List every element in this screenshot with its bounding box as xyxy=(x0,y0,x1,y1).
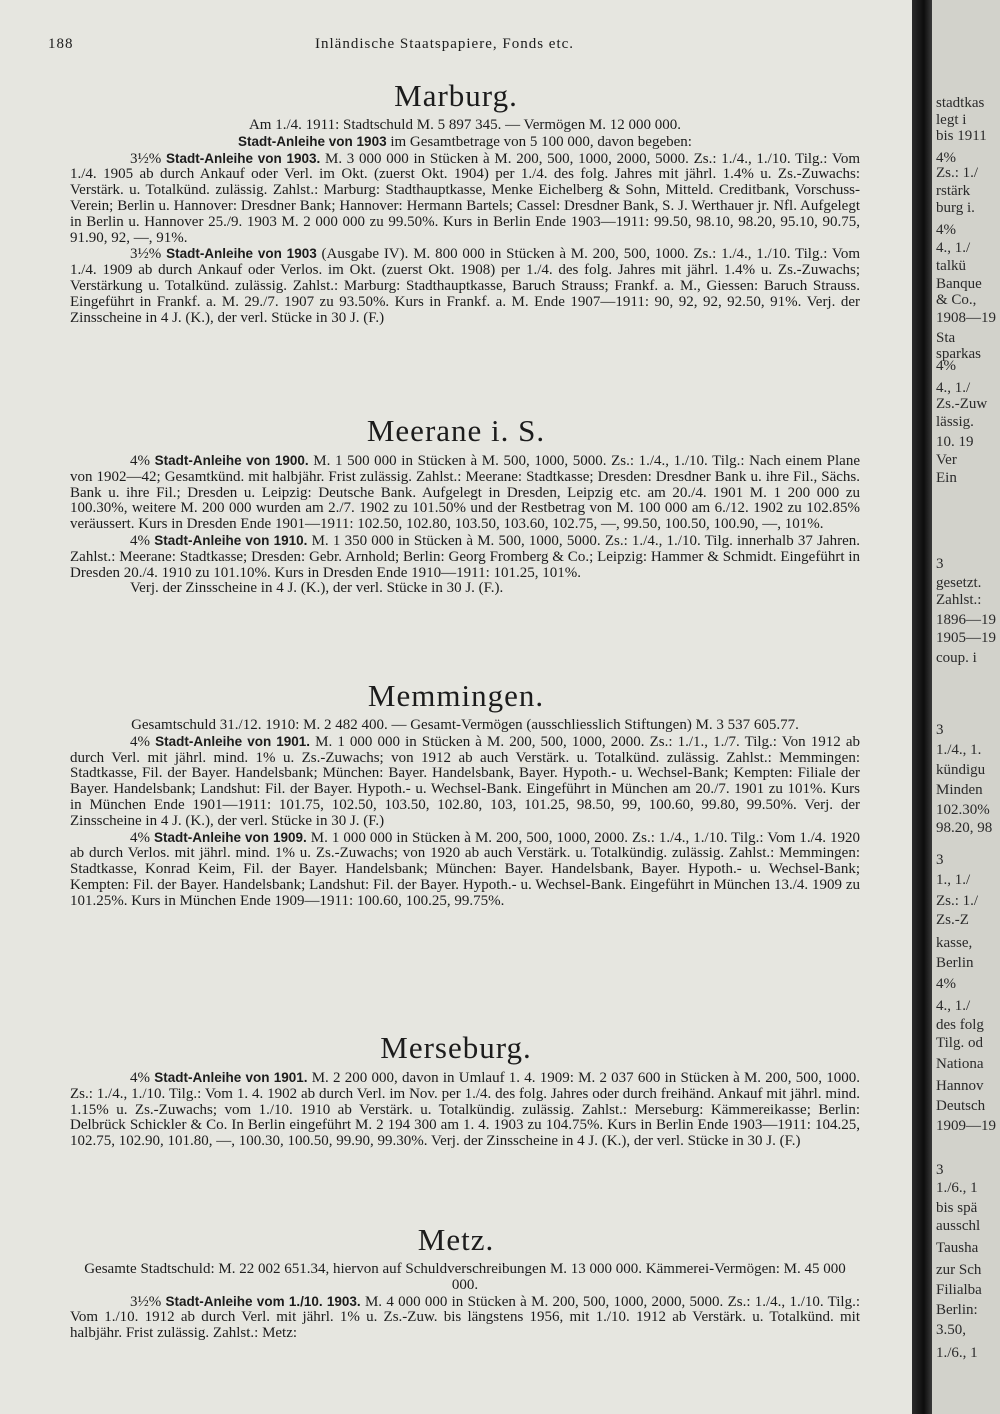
loan-title: Stadt-Anleihe von 1900. xyxy=(154,453,309,468)
adjacent-fragment-line: bis 1911 xyxy=(936,128,987,144)
adjacent-fragment-line: 98.20, 98 xyxy=(936,820,993,836)
adjacent-fragment-line: 1896—19 xyxy=(936,612,996,628)
section-merseburg xyxy=(70,1070,860,1150)
adjacent-fragment-line: gesetzt. xyxy=(936,575,982,591)
adjacent-fragment-line: 1909—19 xyxy=(936,1118,996,1134)
adjacent-fragment-line: Tilg. od xyxy=(936,1035,983,1051)
adjacent-fragment-line: 4% xyxy=(936,358,956,374)
loan-title: Stadt-Anleihe von 1901. xyxy=(154,1070,308,1085)
adjacent-fragment-line: Deutsch xyxy=(936,1098,986,1114)
adjacent-fragment-line: Filialba xyxy=(936,1282,982,1298)
memmingen-debt-summary: Gesamtschuld 31./12. 1910: M. 2 482 400. — Gesamt-Vermögen (ausschliesslich Stiftungen) M. 3 537 605.77. xyxy=(131,717,799,733)
adjacent-fragment-line: 3.50, xyxy=(936,1322,966,1338)
loan-title: Stadt-Anleihe von 1910. xyxy=(154,532,308,548)
section-memmingen xyxy=(70,718,860,910)
adjacent-fragment-line: Ver xyxy=(936,452,957,468)
adjacent-fragment-line: 10. 19 xyxy=(936,434,974,450)
city-heading-metz: Metz. xyxy=(417,1222,495,1257)
book-gutter xyxy=(912,0,932,1414)
adjacent-fragment-line: Zs.: 1./ xyxy=(936,893,979,909)
city-heading-marburg: Marburg. xyxy=(394,78,518,113)
adjacent-fragment-line: 4% xyxy=(936,150,956,166)
page-number: 188 xyxy=(48,36,74,52)
adjacent-fragment-line: Zs.-Zuw xyxy=(936,396,988,412)
adjacent-fragment-line: Banque xyxy=(936,276,982,292)
adjacent-fragment-line: kündigu xyxy=(936,762,986,778)
marburg-loan-1903-iv: 3½% Stadt-Anleihe von 1903 (Ausgabe IV). M. 800 000 in Stücken à M. 200, 500, 1000. Zs.: 1./4., 1./10. Tilg.: Vom 1./4. 1909 ab durch Ankauf oder Verlos. im Okt. (zuerst Okt. 1908) per 1./4. des folg. Jahres mit jährl. 1.4% u. Zs.-Zuwachs; Verstärkung u. Totalkünd. zulässig. Zahlst.: Marburg: Stadthauptkasse, Baruch Strauss; Frankf. a. M., Giessen: Baruch Strauss. Eingeführt in Frankf. a. M. 29./7. 1907 zu 93.50%. Kurs in Frankf. a. M. Ende 1907—1911: 90, 92, 92, 92.50, 91%. Verj. der Zinsscheine in 4 J. (K.), der verl. Stücke in 30 J. (F.) xyxy=(70,246,860,326)
adjacent-fragment-line: Sta xyxy=(936,330,956,346)
adjacent-fragment-line: 3 xyxy=(936,722,944,738)
marburg-loan-overview: Stadt-Anleihe von 1903 im Gesamtbetrage von 5 100 000, davon begeben: xyxy=(238,133,692,150)
metz-debt-summary: Gesamte Stadtschuld: M. 22 002 651.34, hiervon auf Schuldverschreibungen M. 13 000 000. Kämmerei-Vermögen: M. 45 000 000. xyxy=(84,1261,846,1293)
adjacent-fragment-line: Berlin xyxy=(936,955,974,971)
adjacent-fragment-line: zur Sch xyxy=(936,1262,982,1278)
adjacent-fragment-line: Berlin: xyxy=(936,1302,978,1318)
running-title: Inländische Staatspapiere, Fonds etc. xyxy=(315,36,575,52)
adjacent-fragment-line: Nationa xyxy=(936,1056,984,1072)
section-marburg xyxy=(70,118,860,326)
adjacent-fragment-line: Zahlst.: xyxy=(936,592,982,608)
adjacent-fragment-line: 4% xyxy=(936,222,956,238)
adjacent-fragment-line: 1., 1./ xyxy=(936,872,971,888)
city-heading-merseburg: Merseburg. xyxy=(380,1030,532,1065)
loan-title: Stadt-Anleihe von 1909. xyxy=(154,829,307,845)
adjacent-fragment-line: ausschl xyxy=(936,1218,981,1234)
meerane-loan-1900: 4% Stadt-Anleihe von 1900. M. 1 500 000 in Stücken à M. 500, 1000, 5000. Zs.: 1./4., 1./10. Tilg.: Nach einem Plane von 1902—42; Gesamtkünd. mit halbjähr. Frist zulässig. Zahlst.: Meerane: Stadtkasse; Dresden: Dresdner Bank u. ihre Fil., Sächs. Bank u. ihre Fil.; Dresden u. Leipzig: Deutsche Bank. Aufgelegt in Dresden, Leipzig etc. am 20./4. 1901 M. 1 200 000 zu 100.30%, weitere M. 200 000 wurden am 2./7. 1902 zu 101.50% und der Restbetrag von M. 100 000 am 6./12. 1902 zu 102.85% veräussert. Kurs in Dresden Ende 1901—1911: 102.50, 102.80, 103.50, 103.60, 102.75, —, 99.50, 100.50, 100.90, —, 101%. xyxy=(70,453,860,533)
loan-title: Stadt-Anleihe vom 1./10. 1903. xyxy=(165,1293,361,1309)
adjacent-fragment-line: Hannov xyxy=(936,1078,984,1094)
adjacent-fragment-line: sparkas xyxy=(936,346,981,362)
adjacent-fragment-line: 102.30% xyxy=(936,802,990,818)
adjacent-fragment-line: & Co., xyxy=(936,292,977,308)
memmingen-loan-1909: 4% Stadt-Anleihe von 1909. M. 1 000 000 in Stücken à M. 200, 500, 1000, 2000. Zs.: 1./4., 1./10. Tilg.: Vom 1./4. 1920 ab durch Verlos. mit jährl. mind. 1% u. Zs.-Zuwachs; von 1920 ab auch Verstärk. u. Totalkündig. zulässig. Zahlst.: Memmingen: Stadtkasse, Konrad Keim, Fil. der Bayer. Handelsbank; München: Bayer. Handelsbank, Bayer. Hypoth.- u. Wechsel-Bank; Kempten: Fil. der Bayer. Handelsbank; Landshut: Fil. der Bayer. Hypoth.- u. Wechsel-Bank. Eingeführt in München 13./4. 1909 zu 101.25%. Kurs in München Ende 1909—1911: 100.60, 100.25, 99.75%. xyxy=(70,829,860,909)
merseburg-loan-1901: 4% Stadt-Anleihe von 1901. M. 2 200 000, davon in Umlauf 1. 4. 1909: M. 2 037 600 in Stücken à M. 200, 500, 1000. Zs.: 1./4., 1./10. Tilg.: Vom 1. 4. 1902 ab durch Verl. im Nov. per 1./4. des folg. Jahres oder durch freihänd. Ankauf mit jährl. mind. 1.15% u. Zs.-Zuwachs; vom 1./10. 1910 ab Verstärk. u. Totalkündig. zulässig. Zahlst.: Merseburg: Kämmereikasse; Berlin: Delbrück Schickler & Co. In Berlin eingeführt M. 2 194 300 am 1. 4. 1903 zu 104.75%. Kurs in Berlin Ende 1903—1911: 104.25, 102.75, 102.90, 101.80, —, 100.30, 100.50, 99.90, 99.30%. Verj. der Zinsscheine in 4 J. (K.), der verl. Stücke in 30 J. (F.) xyxy=(70,1070,860,1150)
adjacent-fragment-line: Zs.: 1./ xyxy=(936,165,979,181)
adjacent-fragment-line: talkü xyxy=(936,258,966,274)
loan-title: Stadt-Anleihe von 1901. xyxy=(155,733,311,749)
adjacent-fragment-line: 4% xyxy=(936,976,956,992)
meerane-loan-1910: 4% Stadt-Anleihe von 1910. M. 1 350 000 in Stücken à M. 500, 1000, 5000. Zs.: 1./4., 1./10. Tilg. innerhalb 37 Jahren. Zahlst.: Meerane: Stadtkasse; Dresden: Gebr. Arnhold; Berlin: Georg Fromberg & Co.; Leipzig: Hammer & Schmidt. Eingeführt in Dresden 20./4. 1910 zu 101.10%. Kurs in Dresden Ende 1910—1911: 101.25, 101%. xyxy=(70,532,860,581)
metz-loan-1903: 3½% Stadt-Anleihe vom 1./10. 1903. M. 4 000 000 in Stücken à M. 200, 500, 1000, 2000, 5000. Zs.: 1./4., 1./10. Tilg.: Vom 1./10. 1912 ab durch Verl. mit jährl. 1% u. Zs.-Zuw. bis längstens 1956, mit 1./10. 1912 ab Verstärk. u. Totalkünd. mit halbjähr. Frist zulässig. Zahlst.: Metz: xyxy=(70,1293,861,1342)
adjacent-page-fragment xyxy=(932,0,1000,1414)
loan-title: Stadt-Anleihe von 1903. xyxy=(165,150,321,166)
adjacent-fragment-line: 3 xyxy=(936,556,944,572)
city-heading-meerane: Meerane i. S. xyxy=(366,413,546,448)
adjacent-fragment-line: kasse, xyxy=(936,935,973,951)
adjacent-fragment-line: 3 xyxy=(936,852,944,868)
adjacent-fragment-line: 1./6., 1 xyxy=(936,1180,978,1196)
loan-title: Stadt-Anleihe von 1903 xyxy=(166,246,317,262)
adjacent-fragment-line: 1905—19 xyxy=(936,630,996,646)
adjacent-fragment-line: Zs.-Z xyxy=(936,912,969,928)
adjacent-fragment-line: 1908—19 xyxy=(936,310,996,326)
adjacent-fragment-line: 4., 1./ xyxy=(936,998,971,1014)
memmingen-loan-1901: 4% Stadt-Anleihe von 1901. M. 1 000 000 in Stücken à M. 200, 500, 1000, 2000. Zs.: 1./1., 1./7. Tilg.: Von 1912 ab durch Verl. mit jährl. mind. 1% u. Zs.-Zuwachs; von 1912 ab auch Verstärk. u. Totalkünd. zulässig. Zahlst.: Memmingen: Stadtkasse, Fil. der Bayer. Handelsbank; München: Bayer. Handelsbank, Bayer. Hypoth.- u. Wechsel-Bank; Kempten: Filiale der Bayer. Handelsbank; Landshut: Fil. der Bayer. Hypoth.- u. Wechsel-Bank. Eingeführt in München am 20./7. 1901 zu 101%. Kurs in München Ende 1901—1911: 101.75, 102.50, 103.50, 102.80, 103, 101.25, 98.50, 99, 100.60, 99.80, 99.50%. Verj. der Zinsscheine in 4 J. (K.), der verl. Stücke in 30 J. (F.) xyxy=(70,733,861,829)
adjacent-fragment-line: rstärk xyxy=(936,183,971,199)
adjacent-fragment-line: 3 xyxy=(936,1162,944,1178)
adjacent-fragment-line: burg i. xyxy=(936,200,975,216)
adjacent-fragment-line: legt i xyxy=(936,112,967,128)
meerane-expiry-note: Verj. der Zinsscheine in 4 J. (K.), der verl. Stücke in 30 J. (F.). xyxy=(130,580,504,597)
loan-title: Stadt-Anleihe von 1903 xyxy=(238,133,387,149)
adjacent-fragment-line: Tausha xyxy=(936,1240,979,1256)
marburg-debt-summary: Am 1./4. 1911: Stadtschuld M. 5 897 345. — Vermögen M. 12 000 000. xyxy=(248,117,682,133)
adjacent-fragment-line: Minden xyxy=(936,782,983,798)
adjacent-fragment-line: coup. i xyxy=(936,650,977,666)
adjacent-fragment-line: lässig. xyxy=(936,414,974,430)
adjacent-fragment-line: des folg xyxy=(936,1017,984,1033)
adjacent-fragment-line: 1./4., 1. xyxy=(936,742,982,758)
marburg-loan-1903: 3½% Stadt-Anleihe von 1903. M. 3 000 000 in Stücken à M. 200, 500, 1000, 2000, 5000. Zs.: 1./4., 1./10. Tilg.: Vom 1./4. 1905 ab durch Ankauf oder Verl. im Okt. (zuerst Okt. 1904) per 1./4. des folg. Jahres mit jährl. 1.4% u. Zs.-Zuwachs: Verstärk. u. Totalkünd. zulässig. Zahlst.: Marburg: Stadthauptkasse, Menke Eichelberg & Sohn, Mitteld. Creditbank, Vorschuss-Verein; Berlin u. Hannover: Dresdner Bank; Hannover: Hermann Bartels; Cassel: Dresdner Bank, S. J. Werthauer jr. Nfl. Aufgelegt in Berlin u. Hannover 25./9. 1903 M. 2 000 000 zu 99.50%. Kurs in Berlin Ende 1903—1911: 99.50, 98.10, 98.20, 95.10, 90.75, 91.90, 92, —, 91%. xyxy=(70,150,860,246)
adjacent-fragment-line: bis spä xyxy=(936,1200,978,1216)
adjacent-fragment-line: stadtkas xyxy=(936,95,985,111)
adjacent-fragment-line: 1./6., 1 xyxy=(936,1345,978,1361)
adjacent-fragment-line: 4., 1./ xyxy=(936,240,971,256)
adjacent-fragment-line: Ein xyxy=(936,470,957,486)
section-metz xyxy=(70,1262,860,1342)
adjacent-fragment-line: 4., 1./ xyxy=(936,380,971,396)
city-heading-memmingen: Memmingen. xyxy=(367,678,545,713)
section-meerane xyxy=(70,453,860,597)
